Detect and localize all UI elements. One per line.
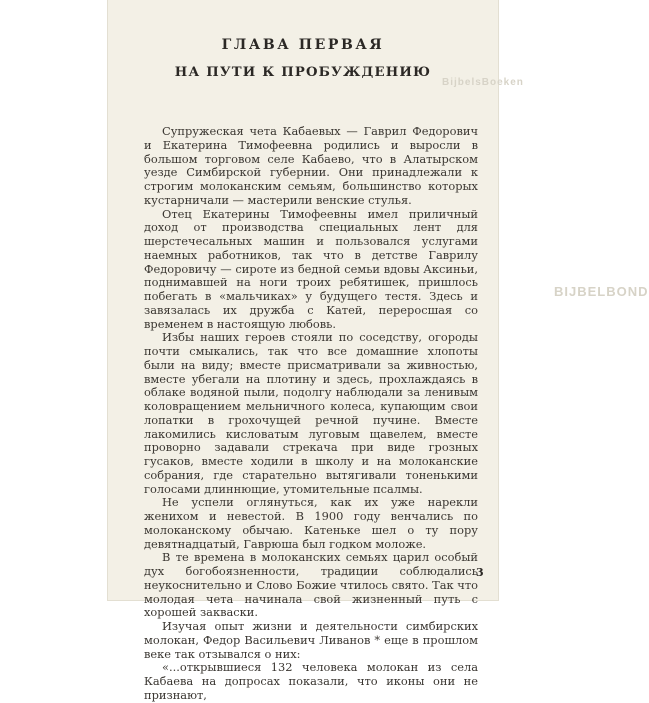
body-text bbox=[144, 125, 478, 703]
paragraph-7: «...открывшиеся 132 человека молокан из села Кабаева на допросах показали, что иконы они не признают, bbox=[144, 660, 478, 702]
paragraph-5: В те времена в молоканских семьях царил особый дух богобоязненности, традиции соблюдались неукоснительно и Слово Божие чтилось свято. Так что молодая чета начинала свой жизненный путь с хорошей закваски. bbox=[144, 550, 478, 620]
paragraph-2: Отец Екатерины Тимофеевны имел приличный доход от производства специальных лент для шерстечесальных машин и пользовался услугами наемных работников, так что в детстве Гаврилу Федоровичу — сироте из бедной семьи вдовы Аксиньи, поднимавшей на ноги троих ребятишек, пришлось побегать в «мальчиках» у будущего тестя. Здесь и завязалась их дружба с Катей, переросшая со временем в настоящую любовь. bbox=[144, 206, 478, 331]
watermark-middle: BIJBELBOND bbox=[554, 284, 649, 299]
book-page bbox=[108, 0, 649, 702]
paragraph-6: Изучая опыт жизни и деятельности симбирских молокан, Федор Васильевич Ливанов * еще в прошлом веке так отзывался о них: bbox=[144, 619, 478, 661]
paragraph-4: Не успели оглянуться, как их уже нарекли женихом и невестой. В 1900 году венчались по молоканскому обычаю. Катеньке шел о ту пору девятнадцатый, Гаврюша был годком моложе. bbox=[144, 495, 478, 551]
chapter-subtitle: НА ПУТИ К ПРОБУЖДЕНИЮ bbox=[174, 65, 432, 80]
page-number: 3 bbox=[476, 566, 484, 579]
paragraph-1: Супружеская чета Кабаевых — Гаврил Федорович и Екатерина Тимофеевна родились и выросли в большом торговом селе Кабаево, что в Алатырском уезде Симбирской губернии. Они принадлежали к строгим молоканским семьям, большинство которых кустарничали — мастерили венские стулья. bbox=[144, 124, 478, 207]
chapter-title: ГЛАВА ПЕРВАЯ bbox=[221, 37, 385, 53]
watermark-top: BijbelsBoeken bbox=[442, 77, 524, 88]
paragraph-3: Избы наших героев стояли по соседству, огороды почти смыкались, так что все домашние хлопоты были на виду; вместе присматривали за живностью, вместе убегали на плотину и здесь, прохлаждаясь в облаке водяной пыли, подолгу наблюдали за ленивым коловращением мельничного колеса, купающим свои лопатки в грохочущей речной пучине. Вместе лакомились кисловатым луговым щавелем, вместе проворно задавали стрекача при виде грозных гусаков, вместе ходили в школу и на молоканские собрания, где старательно вытягивали тоненькими голосами длиннющие, утомительные псалмы. bbox=[144, 330, 478, 496]
